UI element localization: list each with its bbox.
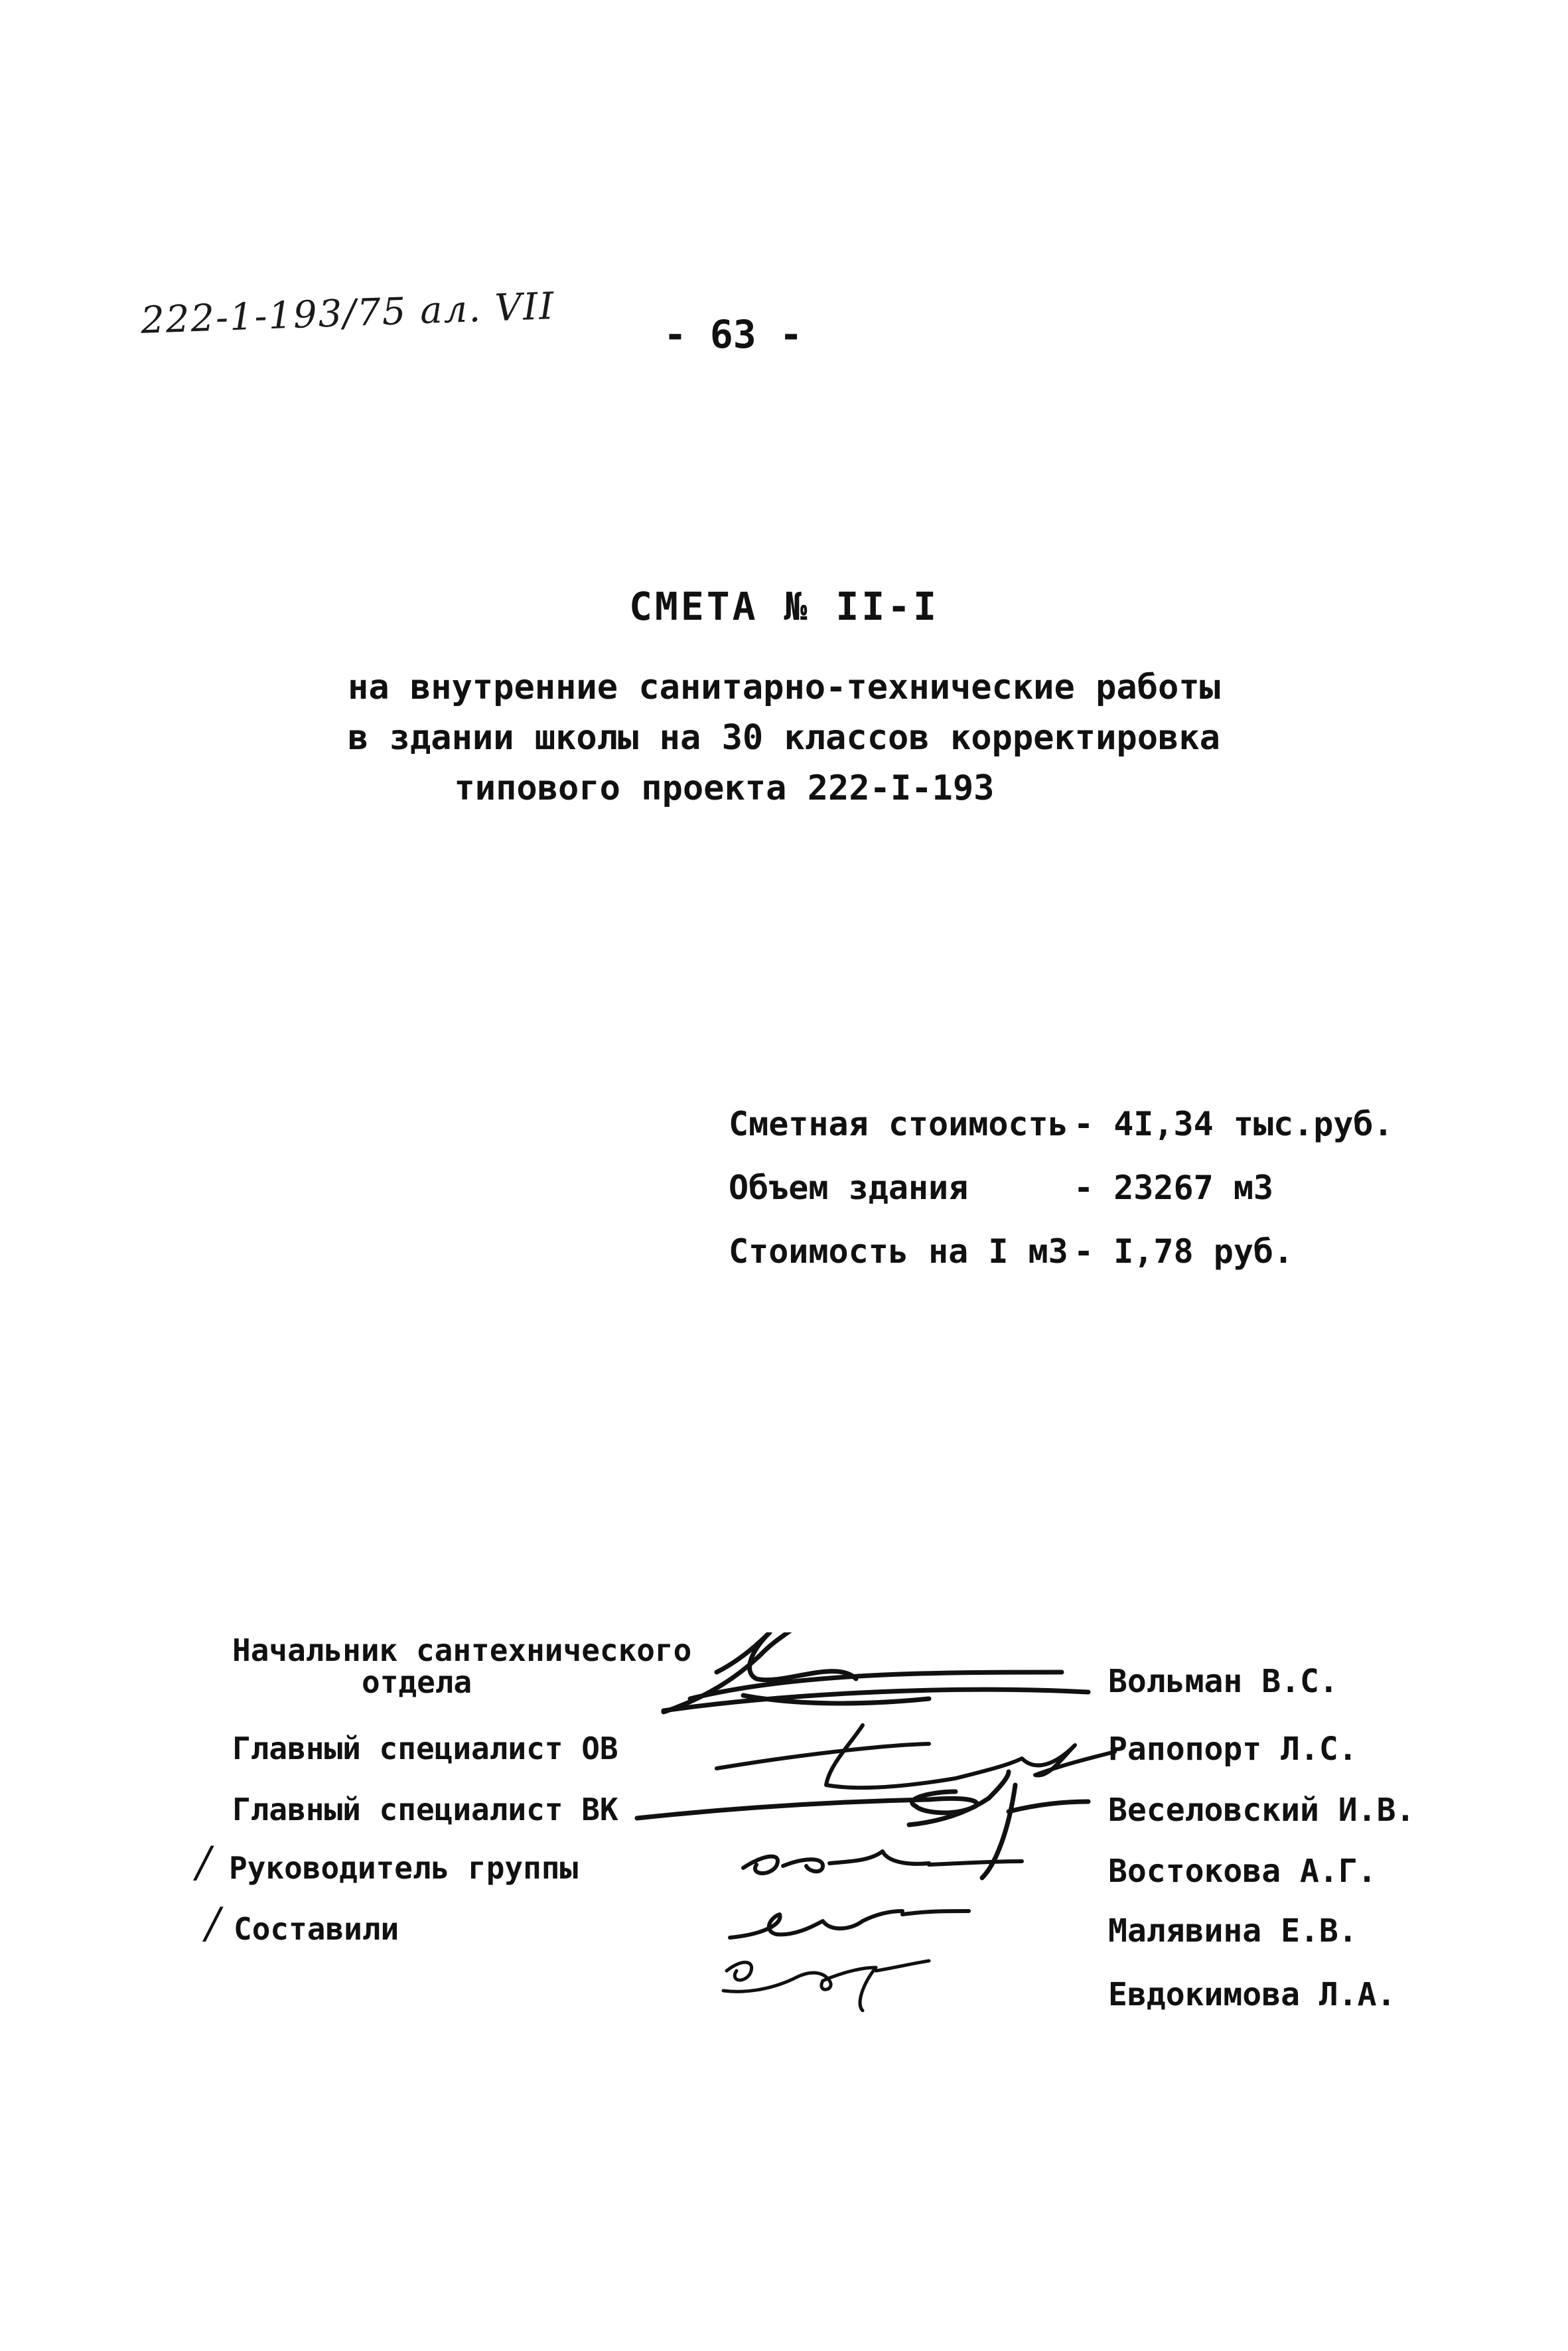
summary-row-cost-per-m3 <box>729 1232 1393 1296</box>
signer-position: Начальник сантехнического <box>232 1632 692 1668</box>
signer-name: Малявина Е.В. <box>1108 1912 1358 1950</box>
title-line-2: в здании школы на 30 классов корректировка <box>348 718 1220 758</box>
signature-malyavina <box>730 1911 969 1938</box>
cost-summary <box>729 1105 1393 1296</box>
signatures-block <box>0 1632 1568 2097</box>
summary-row-estimated-cost <box>729 1105 1393 1169</box>
signature-volman <box>664 1632 1088 1712</box>
summary-value: - 23267 м3 <box>1074 1169 1274 1207</box>
summary-label: Стоимость на I м3 <box>729 1232 1068 1271</box>
signature-rapoport <box>717 1725 1115 1788</box>
signature-vostokova <box>743 1851 1022 1873</box>
signer-position: Главный специалист ВК <box>232 1792 618 1827</box>
signature-evdokimova <box>723 1961 929 2011</box>
signer-name: Востокова А.Г. <box>1108 1853 1377 1890</box>
summary-value: - 4I,34 тыс.руб. <box>1074 1105 1393 1143</box>
signer-position: Руководитель группы <box>229 1850 579 1886</box>
document-heading: СМЕТА № II-I <box>628 584 940 629</box>
signer-name: Вольман В.С. <box>1108 1663 1338 1700</box>
slash-mark: / <box>196 1838 211 1887</box>
page-number: - 63 - <box>664 312 803 357</box>
slash-mark: / <box>206 1899 220 1948</box>
summary-label: Объем здания <box>729 1169 969 1207</box>
signer-name: Веселовский И.В. <box>1108 1792 1415 1829</box>
title-block <box>0 584 1568 814</box>
title-line-3: типового проекта 222-I-193 <box>454 768 995 808</box>
signer-name: Рапопорт Л.С. <box>1108 1731 1358 1768</box>
signer-position: Главный специалист ОВ <box>232 1731 618 1766</box>
summary-value: - I,78 руб. <box>1074 1232 1294 1271</box>
handwritten-document-code: 222-1-193/75 ал. VII <box>140 285 556 342</box>
signer-name: Евдокимова Л.А. <box>1108 1976 1396 2013</box>
title-line-1: на внутренние санитарно-технические работы <box>348 668 1220 707</box>
signer-position-cont: отдела <box>362 1664 472 1700</box>
handwritten-signatures <box>0 1632 1568 2097</box>
summary-row-building-volume <box>729 1169 1393 1232</box>
summary-label: Сметная стоимость <box>729 1105 1068 1143</box>
signer-position: Составили <box>234 1911 399 1947</box>
